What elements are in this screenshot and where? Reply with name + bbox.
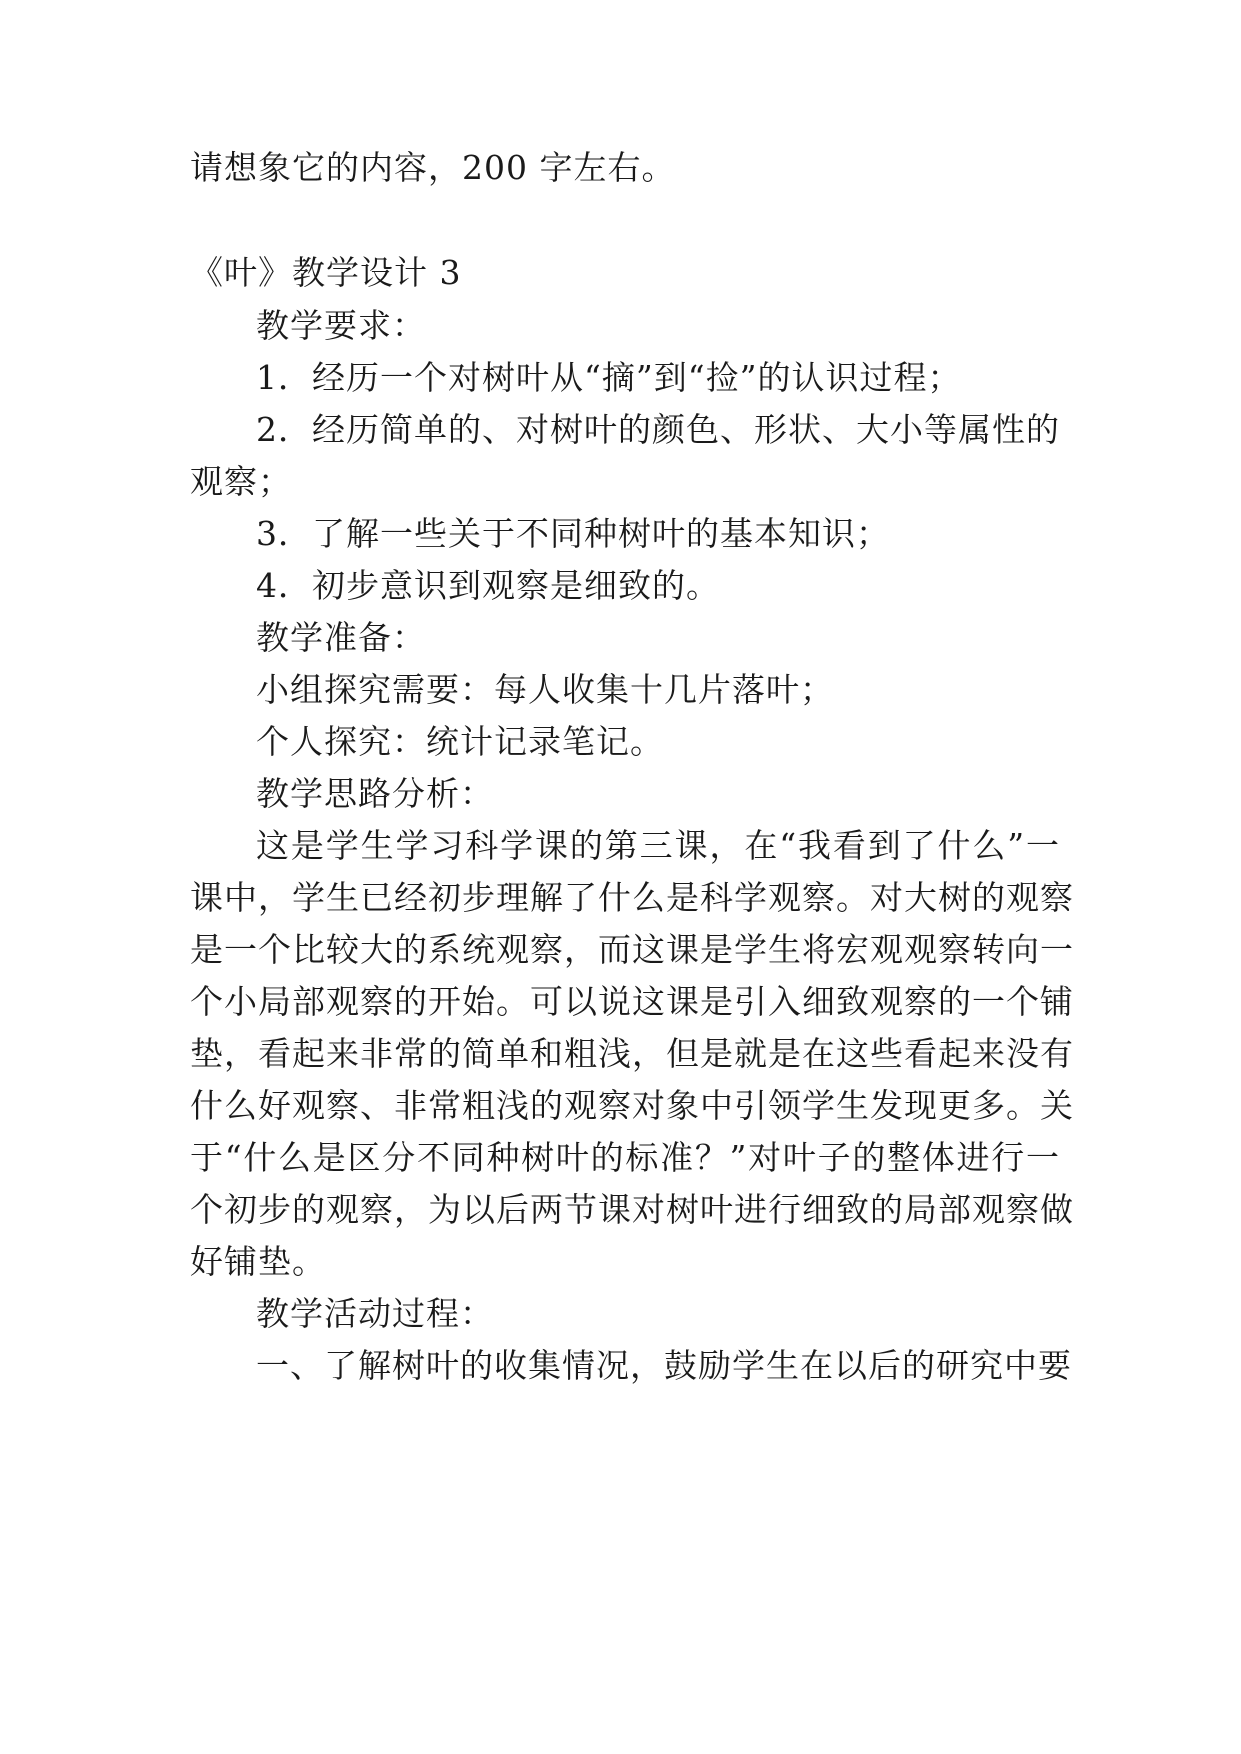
preparation-individual: 个人探究：统计记录笔记。 [256, 722, 664, 761]
heading-teaching-preparation: 教学准备： [256, 618, 426, 657]
requirement-item-4: 4．初步意识到观察是细致的。 [256, 566, 720, 605]
preparation-group: 小组探究需要：每人收集十几片落叶； [256, 670, 834, 709]
section-title: 《叶》教学设计 3 [190, 253, 462, 292]
analysis-paragraph-line: 垫，看起来非常的简单和粗浅，但是就是在这些看起来没有 [190, 1034, 1074, 1073]
requirement-item-2: 2．经历简单的、对树叶的颜色、形状、大小等属性的 [256, 410, 1060, 449]
requirement-item-2-continued: 观察； [190, 462, 292, 501]
analysis-paragraph-line: 个小局部观察的开始。可以说这课是引入细致观察的一个铺 [190, 982, 1074, 1021]
requirement-item-3: 3．了解一些关于不同种树叶的基本知识； [256, 514, 890, 553]
analysis-paragraph-line: 什么好观察、非常粗浅的观察对象中引领学生发现更多。关 [190, 1086, 1074, 1125]
analysis-paragraph-line: 课中，学生已经初步理解了什么是科学观察。对大树的观察 [190, 878, 1074, 917]
heading-teaching-requirements: 教学要求： [256, 306, 426, 345]
intro-text-line: 请想象它的内容，200 字左右。 [190, 148, 676, 187]
analysis-paragraph-line: 于“什么是区分不同种树叶的标准？”对叶子的整体进行一 [190, 1138, 1060, 1177]
requirement-item-1: 1．经历一个对树叶从“摘”到“捡”的认识过程； [256, 358, 962, 397]
heading-teaching-process: 教学活动过程： [256, 1294, 494, 1333]
heading-teaching-analysis: 教学思路分析： [256, 774, 494, 813]
process-step-1: 一、了解树叶的收集情况，鼓励学生在以后的研究中要 [256, 1346, 1072, 1385]
analysis-paragraph-line: 个初步的观察，为以后两节课对树叶进行细致的局部观察做 [190, 1190, 1074, 1229]
analysis-paragraph-line: 这是学生学习科学课的第三课，在“我看到了什么”一 [256, 826, 1060, 865]
analysis-paragraph-line: 是一个比较大的系统观察，而这课是学生将宏观观察转向一 [190, 930, 1074, 969]
analysis-paragraph-line: 好铺垫。 [190, 1242, 326, 1281]
